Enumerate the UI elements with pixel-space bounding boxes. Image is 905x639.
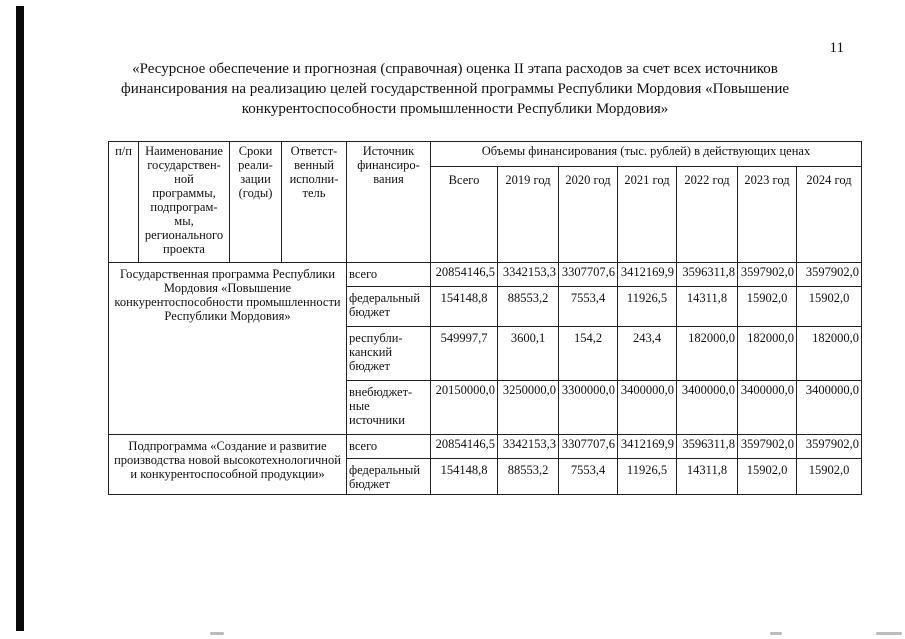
value-cell: 182000,0 <box>738 327 797 381</box>
value-cell: 3597902,0 <box>797 435 862 459</box>
value-cell: 15902,0 <box>738 287 797 327</box>
value-cell: 154,2 <box>559 327 618 381</box>
value-cell: 88553,2 <box>498 459 559 495</box>
value-cell: 3597902,0 <box>738 435 797 459</box>
program-name: Государственная программа Республики Мордовия «Повышение конкурентоспособности промышленности Республики Мордовия» <box>109 263 347 435</box>
value-cell: 3400000,0 <box>677 381 738 435</box>
source-cell: всего <box>347 263 431 287</box>
value-cell: 243,4 <box>618 327 677 381</box>
header-year: 2021 год <box>618 167 677 263</box>
value-cell: 3342153,3 <box>498 435 559 459</box>
value-cell: 182000,0 <box>797 327 862 381</box>
value-cell: 3600,1 <box>498 327 559 381</box>
value-cell: 7553,4 <box>559 459 618 495</box>
source-cell: федеральный бюджет <box>347 459 431 495</box>
header-year: 2020 год <box>559 167 618 263</box>
value-cell: 11926,5 <box>618 287 677 327</box>
header-responsible: Ответст-венный исполни-тель <box>282 142 347 263</box>
scan-artifact <box>210 632 224 635</box>
value-cell: 3412169,9 <box>618 263 677 287</box>
value-cell: 11926,5 <box>618 459 677 495</box>
value-cell: 549997,7 <box>431 327 498 381</box>
value-cell: 3597902,0 <box>738 263 797 287</box>
header-term: Сроки реали-зации (годы) <box>230 142 282 263</box>
header-year: 2024 год <box>797 167 862 263</box>
value-cell: 3250000,0 <box>498 381 559 435</box>
value-cell: 15902,0 <box>797 459 862 495</box>
table-row <box>109 435 862 459</box>
header-volumes: Объемы финансирования (тыс. рублей) в действующих ценах <box>431 142 862 167</box>
header-year: 2019 год <box>498 167 559 263</box>
value-cell: 154148,8 <box>431 459 498 495</box>
value-cell: 14311,8 <box>677 459 738 495</box>
value-cell: 3307707,6 <box>559 435 618 459</box>
value-cell: 88553,2 <box>498 287 559 327</box>
header-name: Наименование государствен-ной программы, подпрограм-мы, регионального проекта <box>139 142 230 263</box>
value-cell: 3400000,0 <box>738 381 797 435</box>
header-row-1 <box>109 142 862 167</box>
table-row <box>109 263 862 287</box>
source-cell: республи-канский бюджет <box>347 327 431 381</box>
value-cell: 20150000,0 <box>431 381 498 435</box>
source-cell: федеральный бюджет <box>347 287 431 327</box>
value-cell: 3400000,0 <box>618 381 677 435</box>
header-year: 2022 год <box>677 167 738 263</box>
value-cell: 7553,4 <box>559 287 618 327</box>
value-cell: 15902,0 <box>797 287 862 327</box>
header-source: Источник финансиро-вания <box>347 142 431 263</box>
value-cell: 20854146,5 <box>431 435 498 459</box>
value-cell: 3300000,0 <box>559 381 618 435</box>
header-total: Всего <box>431 167 498 263</box>
scan-edge-bar <box>16 6 24 631</box>
source-cell: всего <box>347 435 431 459</box>
value-cell: 3597902,0 <box>797 263 862 287</box>
document-title: «Ресурсное обеспечение и прогнозная (справочная) оценка II этапа расходов за счет всех источников финансирования на реализацию целей государственной программы Республики Мордовия «Повышение конкурентоспособности промышленности Республики Мордовия» <box>120 61 790 117</box>
value-cell: 3596311,8 <box>677 435 738 459</box>
value-cell: 3307707,6 <box>559 263 618 287</box>
scan-artifact <box>770 632 782 635</box>
subprogram-name: Подпрограмма «Создание и развитие производства новой высокотехнологичной и конкурентоспособной продукции» <box>109 435 347 495</box>
source-cell: внебюджет-ные источники <box>347 381 431 435</box>
header-year: 2023 год <box>738 167 797 263</box>
value-cell: 14311,8 <box>677 287 738 327</box>
header-num: п/п <box>109 142 139 263</box>
value-cell: 20854146,5 <box>431 263 498 287</box>
financing-table <box>108 141 862 495</box>
value-cell: 154148,8 <box>431 287 498 327</box>
page-number: 11 <box>829 40 844 56</box>
value-cell: 15902,0 <box>738 459 797 495</box>
value-cell: 3400000,0 <box>797 381 862 435</box>
value-cell: 3412169,9 <box>618 435 677 459</box>
value-cell: 182000,0 <box>677 327 738 381</box>
scan-artifact <box>876 632 902 635</box>
value-cell: 3596311,8 <box>677 263 738 287</box>
value-cell: 3342153,3 <box>498 263 559 287</box>
